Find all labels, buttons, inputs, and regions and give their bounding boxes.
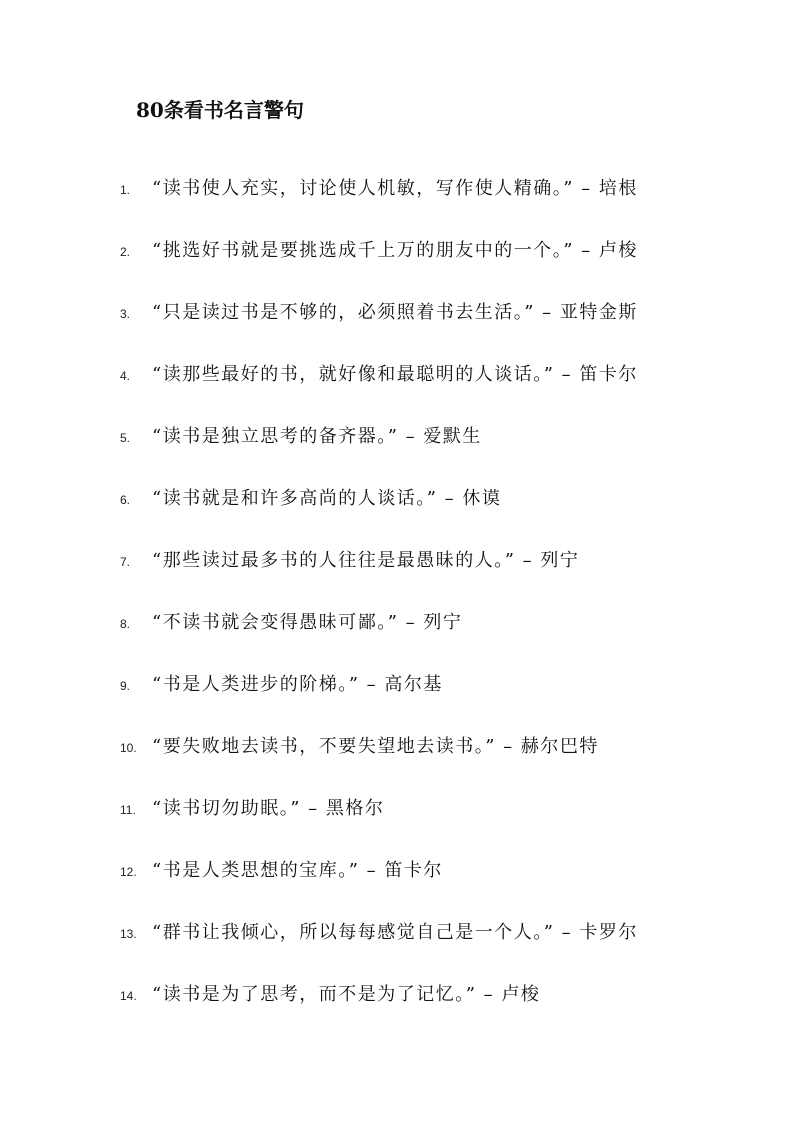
- quote-number: 6.: [120, 493, 131, 507]
- quote-number: 2.: [120, 245, 131, 259]
- quote-number: 3.: [120, 307, 131, 321]
- quote-text: “挑选好书就是要挑选成千上万的朋友中的一个。” – 卢梭: [152, 240, 638, 261]
- list-item: [120, 156, 720, 218]
- quote-list: [120, 156, 720, 1024]
- list-item: [120, 652, 720, 714]
- quote-text: “书是人类进步的阶梯。” – 高尔基: [152, 674, 443, 695]
- quote-number: 10.: [120, 741, 137, 755]
- quote-text: “读书使人充实，讨论使人机敏，写作使人精确。” – 培根: [152, 178, 638, 199]
- quote-text: “读书是独立思考的备齐器。” – 爱默生: [152, 426, 482, 447]
- quote-text: “读书是为了思考，而不是为了记忆。” – 卢梭: [152, 984, 541, 1005]
- list-item: [120, 466, 720, 528]
- list-item: [120, 342, 720, 404]
- quote-text: “那些读过最多书的人往往是最愚昧的人。” – 列宁: [152, 550, 580, 571]
- quote-number: 11.: [120, 803, 136, 817]
- quote-text: “群书让我倾心，所以每每感觉自己是一个人。” – 卡罗尔: [152, 922, 638, 943]
- quote-number: 5.: [120, 431, 131, 445]
- quote-text: “读书就是和许多高尚的人谈话。” – 休谟: [152, 488, 502, 509]
- quote-text: “要失败地去读书，不要失望地去读书。” – 赫尔巴特: [152, 736, 599, 757]
- list-item: [120, 714, 720, 776]
- quote-number: 13.: [120, 927, 137, 941]
- quote-number: 7.: [120, 555, 131, 569]
- quote-number: 9.: [120, 679, 131, 693]
- list-item: [120, 528, 720, 590]
- list-item: [120, 280, 720, 342]
- list-item: [120, 962, 720, 1024]
- quote-number: 12.: [120, 865, 137, 879]
- quote-text: “书是人类思想的宝库。” – 笛卡尔: [152, 860, 443, 881]
- list-item: [120, 590, 720, 652]
- quote-text: “读书切勿助眠。” – 黑格尔: [152, 798, 385, 819]
- quote-text: “不读书就会变得愚昧可鄙。” – 列宁: [152, 612, 463, 633]
- quote-number: 8.: [120, 617, 131, 631]
- list-item: [120, 776, 720, 838]
- quote-text: “只是读过书是不够的，必须照着书去生活。” – 亚特金斯: [152, 302, 638, 323]
- list-item: [120, 900, 720, 962]
- list-item: [120, 404, 720, 466]
- quote-number: 4.: [120, 369, 131, 383]
- quote-text: “读那些最好的书，就好像和最聪明的人谈话。” – 笛卡尔: [152, 364, 638, 385]
- page-title: 80条看书名言警句: [136, 98, 304, 122]
- list-item: [120, 838, 720, 900]
- quote-number: 14.: [120, 989, 137, 1003]
- list-item: [120, 218, 720, 280]
- quote-number: 1.: [120, 183, 131, 197]
